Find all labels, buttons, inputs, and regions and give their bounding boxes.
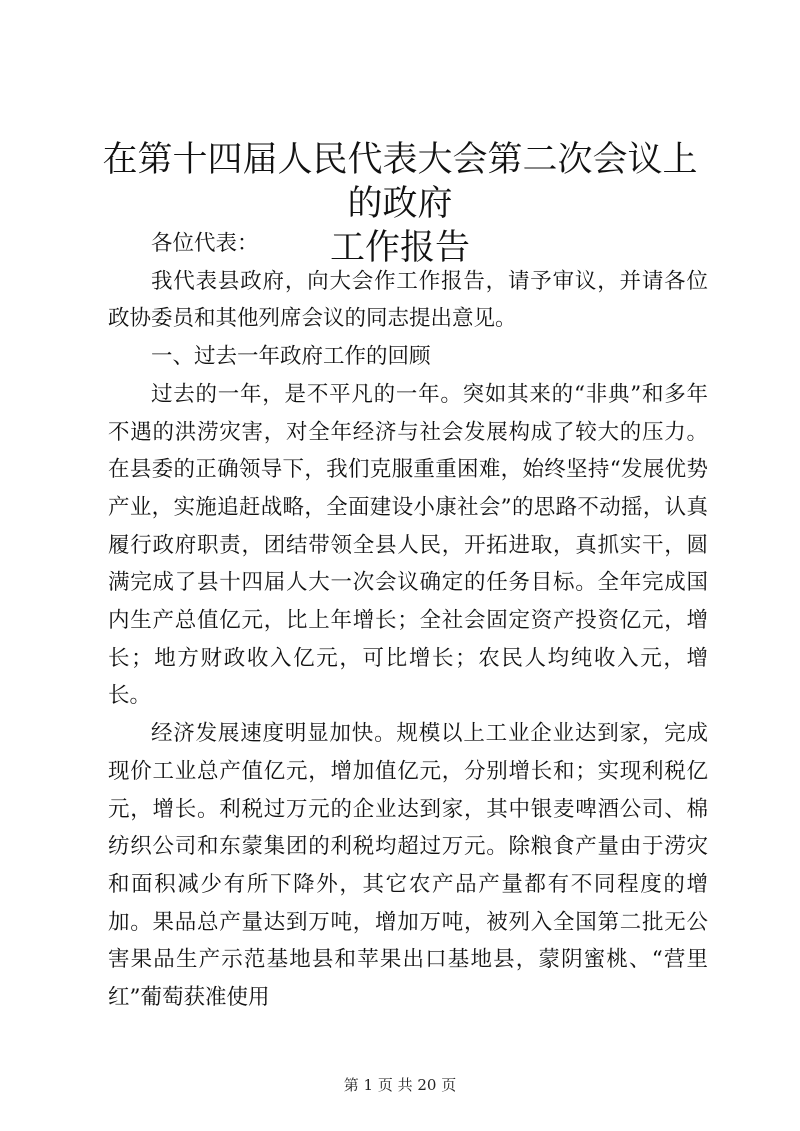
title-line-2: 工作报告 xyxy=(329,228,470,268)
paragraph-review: 过去的一年，是不平凡的一年。突如其来的“非典”和多年不遇的洪涝灾害，对全年经济与社会发展构成了较大的压力。在县委的正确领导下，我们克服重重困难，始终坚持“发展优势产业，实施追赶战略，全面建设小康社会”的思路不动摇，认真履行政府职责，团结带领全县人民，开拓进取，真抓实干，圆满完成了县十四届人大一次会议确定的任务目标。全年完成国内生产总值亿元，比上年增长；全社会固定资产投资亿元，增长；地方财政收入亿元，可比增长；农民人均纯收入元，增长。 xyxy=(108,381,708,709)
title-line-1: 在第十四届人民代表大会第二次会议上的政府 xyxy=(102,140,698,224)
section-heading: 一、过去一年政府工作的回顾 xyxy=(151,344,431,370)
page-footer: 第 1 页 共 20 页 xyxy=(343,1076,457,1094)
document-body xyxy=(108,225,708,1017)
salutation: 各位代表： xyxy=(151,231,259,256)
paragraph-economy: 经济发展速度明显加快。规模以上工业企业达到家，完成现价工业总产值亿元，增加值亿元，分别增长和；实现利税亿元，增长。利税过万元的企业达到家，其中银麦啤酒公司、棉纺织公司和东蒙集团的利税均超过万元。除粮食产量由于涝灾和面积减少有所下降外，其它农产品产量都有不同程度的增加。果品总产量达到万吨，增加万吨，被列入全国第二批无公害果品生产示范基地县和苹果出口基地县，蒙阴蜜桃、“营里红”葡萄获准使用 xyxy=(108,721,708,1011)
paragraph-intro: 我代表县政府，向大会作工作报告，请予审议，并请各位政协委员和其他列席会议的同志提出意见。 xyxy=(108,268,708,332)
